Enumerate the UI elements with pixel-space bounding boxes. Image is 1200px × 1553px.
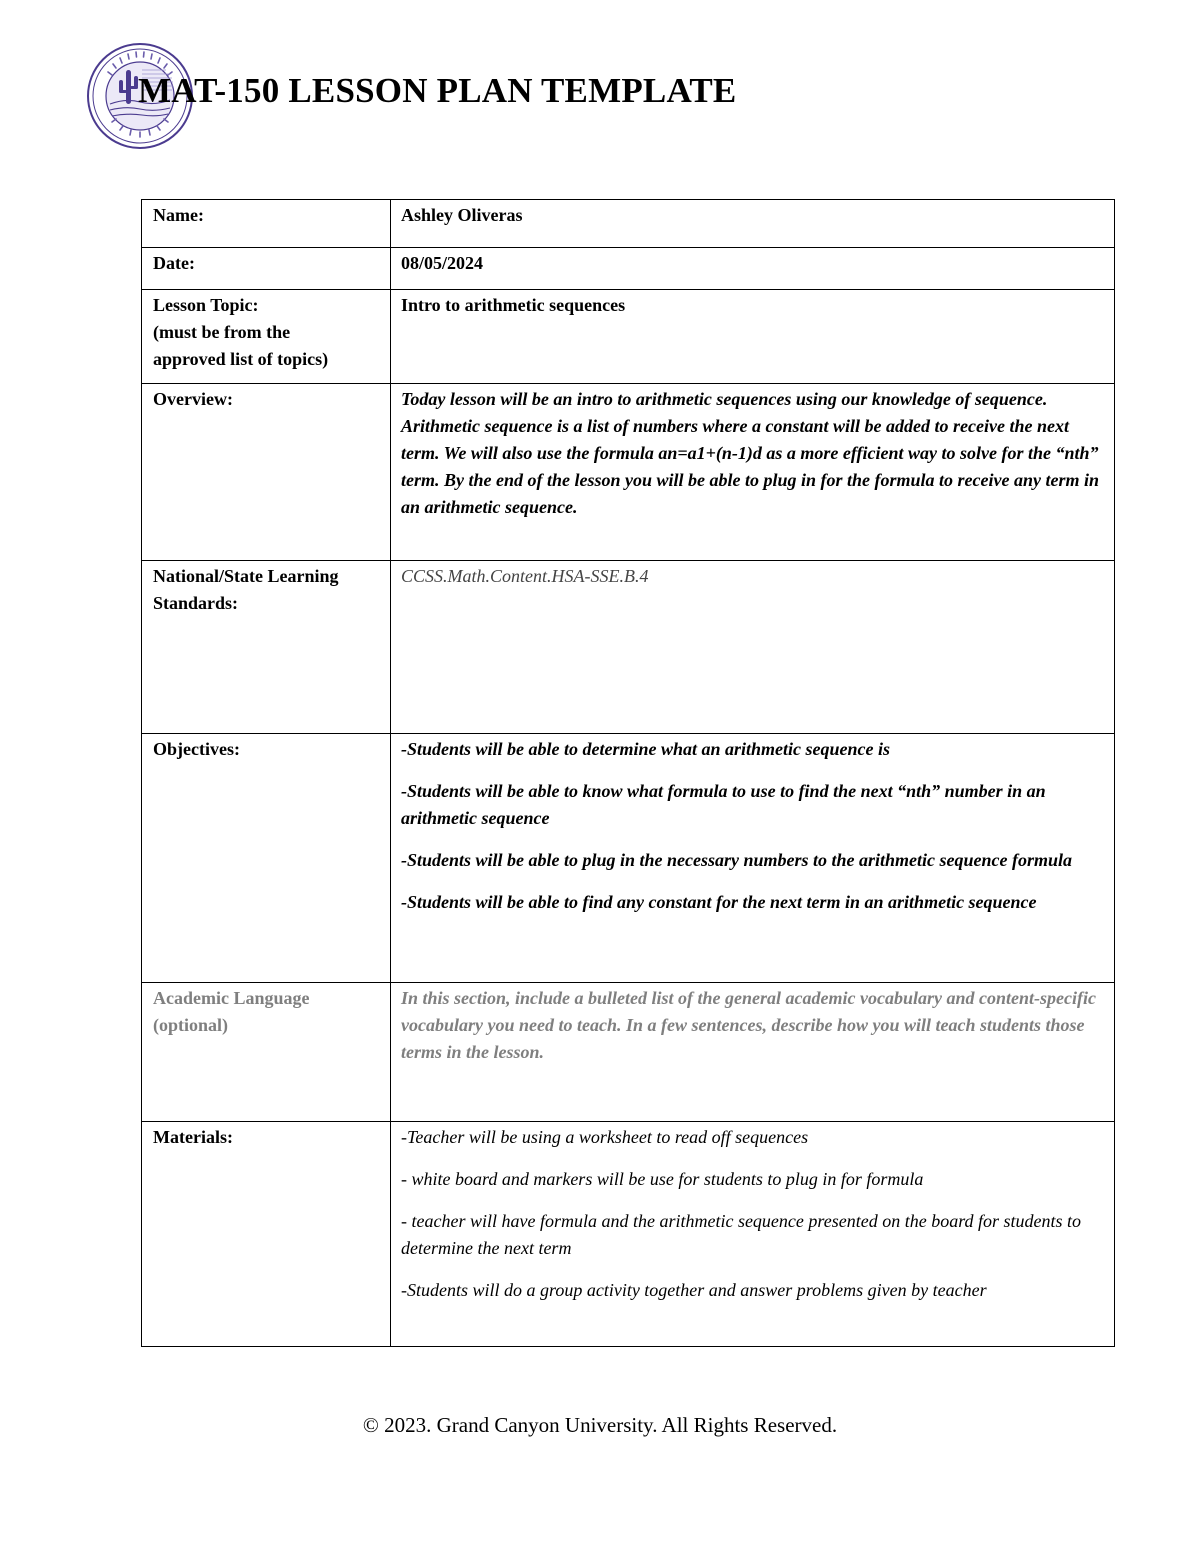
- objective-item: -Students will be able to determine what an arithmetic sequence is: [401, 739, 891, 759]
- material-item: -Teacher will be using a worksheet to read off sequences: [401, 1127, 809, 1147]
- objective-item: -Students will be able to plug in the necessary numbers to the arithmetic sequence formula: [401, 850, 1073, 870]
- name-label: Name:: [142, 200, 391, 248]
- row-date: [142, 248, 1115, 290]
- lesson-topic-note-2: approved list of topics): [153, 349, 329, 369]
- date-label: Date:: [142, 248, 391, 290]
- academic-language-label-line-1: Academic Language: [153, 988, 310, 1008]
- material-item: -Students will do a group activity together and answer problems given by teacher: [401, 1280, 987, 1300]
- copyright-footer: © 2023. Grand Canyon University. All Rights Reserved.: [362, 1413, 838, 1437]
- academic-language-label-line-2: (optional): [153, 1015, 229, 1035]
- row-academic-language: [142, 983, 1115, 1122]
- material-item: - teacher will have formula and the arithmetic sequence presented on the board for students to determine the next term: [401, 1211, 1082, 1258]
- material-item: - white board and markers will be use for students to plug in for formula: [401, 1169, 924, 1189]
- objectives-value: [391, 734, 1115, 983]
- objective-item: -Students will be able to know what formula to use to find the next “nth” number in an arithmetic sequence: [401, 781, 1046, 828]
- row-name: [142, 200, 1115, 248]
- objective-item: -Students will be able to find any constant for the next term in an arithmetic sequence: [401, 892, 1037, 912]
- academic-language-label-cell: [142, 983, 391, 1122]
- name-value: Ashley Oliveras: [391, 200, 1115, 248]
- row-lesson-topic: [142, 290, 1115, 384]
- row-objectives: [142, 734, 1115, 983]
- lesson-topic-note-1: (must be from the: [153, 322, 291, 342]
- document-title: MAT-150 LESSON PLAN TEMPLATE: [138, 71, 737, 110]
- date-value: 08/05/2024: [391, 248, 1115, 290]
- objectives-label: Objectives:: [142, 734, 391, 983]
- standards-label-line-2: Standards:: [153, 593, 239, 613]
- row-standards: [142, 561, 1115, 734]
- standards-label-cell: [142, 561, 391, 734]
- lesson-topic-label: Lesson Topic:: [153, 295, 259, 315]
- lesson-plan-table: [141, 199, 1115, 1347]
- materials-label: Materials:: [142, 1122, 391, 1347]
- materials-value: [391, 1122, 1115, 1347]
- overview-value: Today lesson will be an intro to arithmetic sequences using our knowledge of sequence. Arithmetic sequence is a list of numbers where a constant will be added to receive the next term. We will also use the formula an=a1+(n-1)d as a more efficient way to solve for the “nth” term. By the end of the lesson you will be able to plug in for the formula to receive any term in an arithmetic sequence.: [391, 384, 1115, 561]
- row-overview: [142, 384, 1115, 561]
- academic-language-value: In this section, include a bulleted list of the general academic vocabulary and content-specific vocabulary you need to teach. In a few sentences, describe how you will teach students those terms in the lesson.: [391, 983, 1115, 1122]
- row-materials: [142, 1122, 1115, 1347]
- lesson-topic-label-cell: [142, 290, 391, 384]
- overview-label: Overview:: [142, 384, 391, 561]
- lesson-topic-value: Intro to arithmetic sequences: [391, 290, 1115, 384]
- standards-value: CCSS.Math.Content.HSA-SSE.B.4: [391, 561, 1115, 734]
- standards-label-line-1: National/State Learning: [153, 566, 339, 586]
